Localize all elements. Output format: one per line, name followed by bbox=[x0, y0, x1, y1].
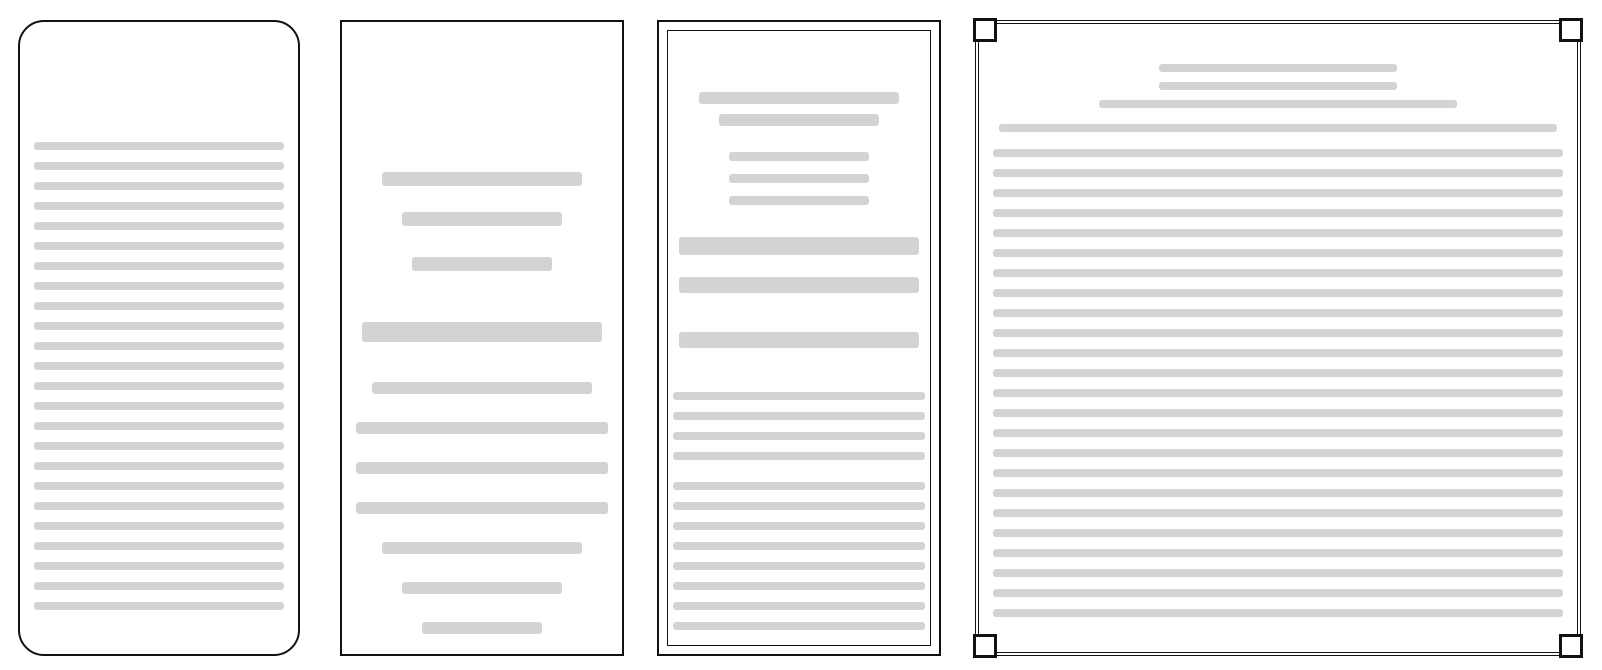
renewal-notice-panel bbox=[340, 20, 624, 656]
sale-notice-panel bbox=[975, 20, 1581, 656]
auction-notice-panel bbox=[18, 20, 300, 656]
ministry-notice-panel bbox=[657, 20, 941, 656]
